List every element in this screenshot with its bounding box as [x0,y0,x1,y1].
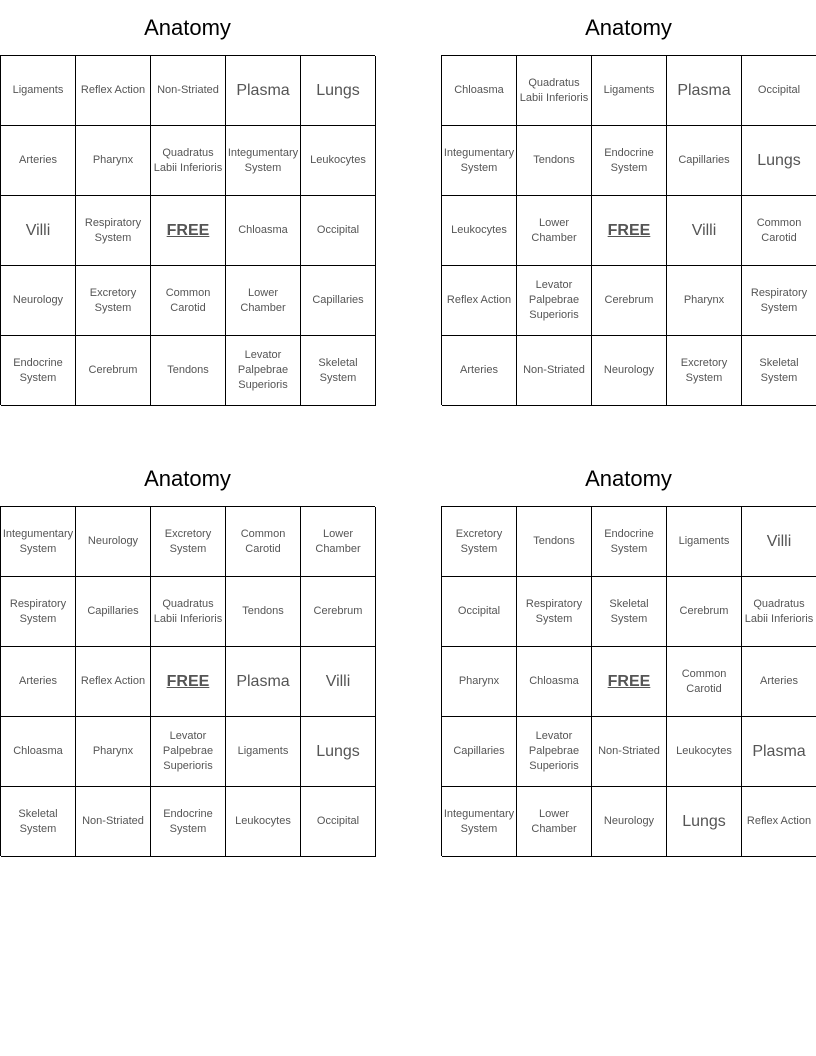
bingo-cell: Pharynx [76,717,151,787]
bingo-cell: Neurology [592,336,667,406]
bingo-cell: Lower Chamber [517,196,592,266]
bingo-cell: Plasma [226,56,301,126]
bingo-cell: Cerebrum [301,577,376,647]
card-title: Anatomy [585,15,672,40]
bingo-cell: Ligaments [592,56,667,126]
bingo-grid [441,506,816,856]
bingo-cell: Respiratory System [517,577,592,647]
bingo-cell: Reflex Action [442,266,517,336]
bingo-cell: Excretory System [667,336,742,406]
bingo-cell: Reflex Action [742,787,816,857]
bingo-cell: Cerebrum [667,577,742,647]
bingo-cell: Lungs [301,717,376,787]
bingo-card-3 [0,451,375,856]
bingo-cell: Quadratus Labii Inferioris [151,577,226,647]
bingo-cell: Skeletal System [301,336,376,406]
bingo-cell: Pharynx [442,647,517,717]
free-space-cell: FREE [151,647,226,717]
bingo-cell: Leukocytes [667,717,742,787]
bingo-cell: Lower Chamber [301,507,376,577]
bingo-cell: Plasma [226,647,301,717]
bingo-cell: Chloasma [442,56,517,126]
card-title: Anatomy [144,466,231,491]
bingo-cell: Occipital [301,787,376,857]
bingo-cell: Pharynx [667,266,742,336]
bingo-cell: Leukocytes [226,787,301,857]
bingo-cell: Tendons [226,577,301,647]
bingo-cell: Capillaries [301,266,376,336]
bingo-cell: Respiratory System [742,266,816,336]
bingo-cell: Plasma [742,717,816,787]
bingo-cell: Ligaments [226,717,301,787]
bingo-cell: Respiratory System [76,196,151,266]
bingo-cell: Endocrine System [592,126,667,196]
bingo-cell: Non-Striated [76,787,151,857]
bingo-cell: Neurology [1,266,76,336]
bingo-cell: Reflex Action [76,647,151,717]
bingo-cell: Non-Striated [592,717,667,787]
bingo-cell: Chloasma [1,717,76,787]
bingo-cell: Respiratory System [1,577,76,647]
bingo-cell: Capillaries [76,577,151,647]
card-title: Anatomy [585,466,672,491]
bingo-cell: Lungs [667,787,742,857]
bingo-cell: Quadratus Labii Inferioris [517,56,592,126]
free-space-cell: FREE [592,647,667,717]
bingo-cell: Ligaments [667,507,742,577]
bingo-cell: Non-Striated [517,336,592,406]
bingo-cell: Chloasma [226,196,301,266]
bingo-cell: Arteries [1,647,76,717]
bingo-cell: Lower Chamber [517,787,592,857]
bingo-cell: Occipital [742,56,816,126]
bingo-cell: Non-Striated [151,56,226,126]
bingo-cell: Skeletal System [742,336,816,406]
bingo-cell: Levator Palpebrae Superioris [151,717,226,787]
free-space-cell: FREE [151,196,226,266]
bingo-cell: Integumentary System [1,507,76,577]
bingo-cell: Reflex Action [76,56,151,126]
bingo-grid [0,55,375,405]
bingo-card-2 [441,0,816,405]
bingo-cell: Villi [1,196,76,266]
bingo-card-1 [0,0,375,405]
bingo-cell: Endocrine System [1,336,76,406]
bingo-cell: Endocrine System [151,787,226,857]
bingo-cell: Cerebrum [592,266,667,336]
bingo-cell: Leukocytes [442,196,517,266]
bingo-cell: Skeletal System [592,577,667,647]
bingo-cell: Arteries [1,126,76,196]
bingo-grid [441,55,816,405]
bingo-cell: Tendons [151,336,226,406]
bingo-cell: Villi [742,507,816,577]
bingo-cell: Common Carotid [151,266,226,336]
bingo-cell: Excretory System [442,507,517,577]
bingo-cell: Levator Palpebrae Superioris [517,266,592,336]
bingo-cell: Integumentary System [442,126,517,196]
bingo-cell: Neurology [592,787,667,857]
bingo-cell: Villi [667,196,742,266]
bingo-cell: Villi [301,647,376,717]
bingo-cell: Ligaments [1,56,76,126]
bingo-cell: Common Carotid [667,647,742,717]
bingo-cell: Tendons [517,507,592,577]
bingo-cell: Quadratus Labii Inferioris [742,577,816,647]
bingo-cell: Common Carotid [742,196,816,266]
bingo-cell: Occipital [301,196,376,266]
bingo-cell: Excretory System [151,507,226,577]
bingo-cell: Arteries [442,336,517,406]
bingo-cell: Neurology [76,507,151,577]
bingo-grid [0,506,375,856]
bingo-cell: Excretory System [76,266,151,336]
bingo-cell: Lower Chamber [226,266,301,336]
free-space-cell: FREE [592,196,667,266]
bingo-cell: Leukocytes [301,126,376,196]
bingo-cell: Tendons [517,126,592,196]
card-title: Anatomy [144,15,231,40]
bingo-card-4 [441,451,816,856]
bingo-cell: Pharynx [76,126,151,196]
bingo-cell: Common Carotid [226,507,301,577]
bingo-cell: Lungs [301,56,376,126]
bingo-cell: Integumentary System [442,787,517,857]
bingo-cell: Occipital [442,577,517,647]
bingo-cell: Arteries [742,647,816,717]
bingo-cell: Endocrine System [592,507,667,577]
bingo-cell: Levator Palpebrae Superioris [517,717,592,787]
bingo-cell: Lungs [742,126,816,196]
bingo-cell: Chloasma [517,647,592,717]
bingo-cell: Capillaries [442,717,517,787]
bingo-cell: Levator Palpebrae Superioris [226,336,301,406]
bingo-cell: Integumentary System [226,126,301,196]
bingo-cell: Cerebrum [76,336,151,406]
bingo-cell: Capillaries [667,126,742,196]
bingo-cell: Quadratus Labii Inferioris [151,126,226,196]
bingo-cell: Skeletal System [1,787,76,857]
bingo-cell: Plasma [667,56,742,126]
